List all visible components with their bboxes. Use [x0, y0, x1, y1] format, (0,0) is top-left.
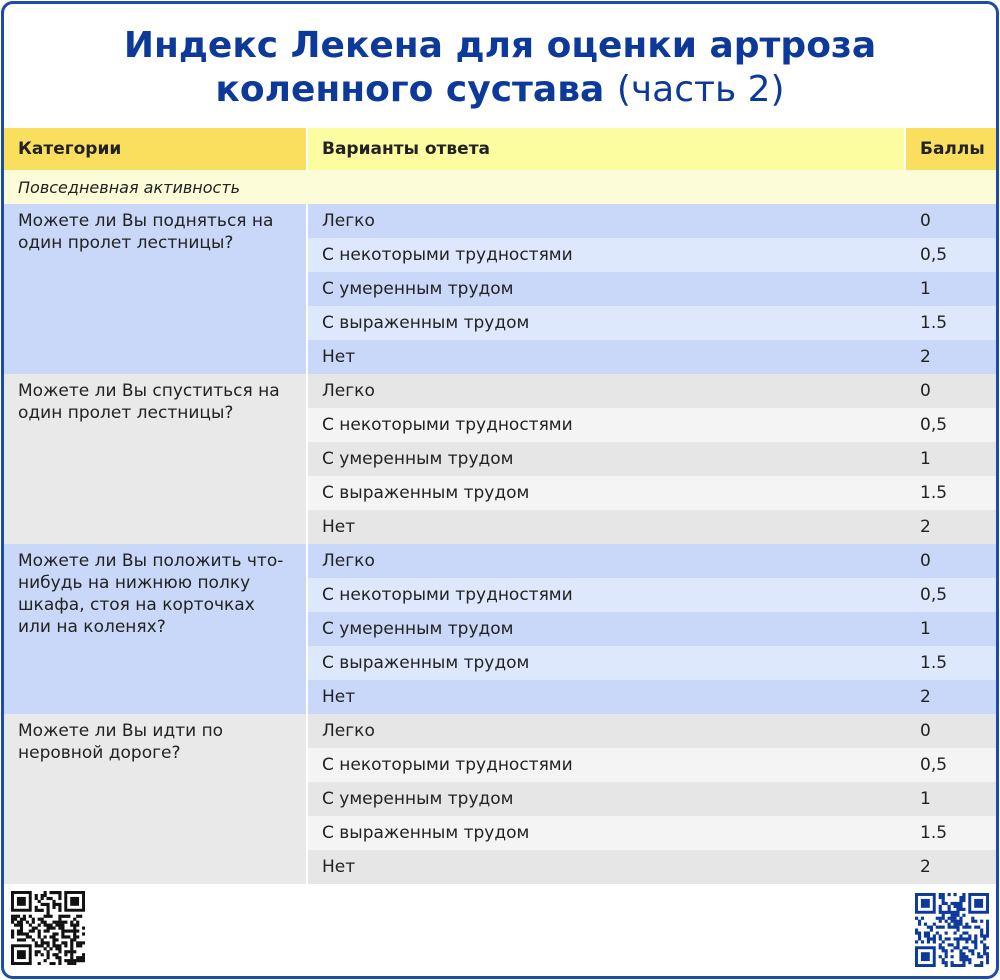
title-line-2-bold: коленного сустава	[215, 69, 605, 110]
answer-points: 0	[920, 381, 931, 401]
answer-row	[308, 204, 996, 238]
header-categories: Категории	[4, 128, 306, 170]
answer-row	[308, 578, 996, 612]
answer-points: 2	[920, 857, 931, 877]
answer-points: 2	[920, 347, 931, 367]
answer-option: С выраженным трудом	[322, 653, 530, 673]
qr-code-icon[interactable]	[915, 893, 989, 967]
answer-points: 0,5	[920, 755, 948, 775]
answer-row	[308, 510, 996, 544]
qr-code-icon[interactable]	[11, 891, 85, 965]
answer-points: 1.5	[920, 823, 948, 843]
index-card	[1, 1, 999, 979]
question-cell: Можете ли Вы спуститься на один пролет лестницы?	[4, 374, 306, 544]
answer-row	[308, 544, 996, 578]
page-title	[4, 24, 996, 112]
answer-points: 1.5	[920, 483, 948, 503]
answer-points: 0,5	[920, 415, 948, 435]
answer-points: 0,5	[920, 245, 948, 265]
answer-points: 1	[920, 619, 931, 639]
answer-option: Нет	[322, 517, 356, 537]
answer-points: 1.5	[920, 313, 948, 333]
answer-row	[308, 306, 996, 340]
header-points: Баллы	[906, 128, 996, 170]
section-daily-activity: Повседневная активность	[4, 170, 996, 204]
question-group	[4, 374, 996, 544]
answer-option: Легко	[322, 211, 375, 231]
answer-option: Нет	[322, 347, 356, 367]
answer-option: С некоторыми трудностями	[322, 755, 573, 775]
answer-points: 0	[920, 211, 931, 231]
answer-option: С умеренным трудом	[322, 789, 514, 809]
title-line-1: Индекс Лекена для оценки артроза	[123, 25, 877, 66]
title-part-label: (часть 2)	[616, 69, 785, 110]
answer-option: С выраженным трудом	[322, 483, 530, 503]
answer-row	[308, 748, 996, 782]
answer-row	[308, 374, 996, 408]
answer-row	[308, 238, 996, 272]
answer-option: С умеренным трудом	[322, 449, 514, 469]
answer-option: С выраженным трудом	[322, 823, 530, 843]
answer-row	[308, 680, 996, 714]
answer-row	[308, 714, 996, 748]
title-line-2	[4, 68, 996, 112]
answer-option: С выраженным трудом	[322, 313, 530, 333]
answer-points: 0	[920, 551, 931, 571]
answer-option: С некоторыми трудностями	[322, 245, 573, 265]
answer-row	[308, 782, 996, 816]
question-group	[4, 714, 996, 884]
answer-row	[308, 442, 996, 476]
answer-points: 0,5	[920, 585, 948, 605]
answer-option: С некоторыми трудностями	[322, 585, 573, 605]
answer-points: 1	[920, 449, 931, 469]
answer-option: Легко	[322, 721, 375, 741]
answer-row	[308, 408, 996, 442]
answer-points: 0	[920, 721, 931, 741]
question-cell: Можете ли Вы подняться на один пролет лестницы?	[4, 204, 306, 374]
question-cell: Можете ли Вы положить что-нибудь на нижнюю полку шкафа, стоя на корточках или на коленях?	[4, 544, 306, 714]
answer-row	[308, 272, 996, 306]
answer-option: С некоторыми трудностями	[322, 415, 573, 435]
answer-option: С умеренным трудом	[322, 279, 514, 299]
answer-points: 1	[920, 789, 931, 809]
answer-points: 2	[920, 517, 931, 537]
answer-points: 2	[920, 687, 931, 707]
question-group	[4, 544, 996, 714]
question-group	[4, 204, 996, 374]
answer-option: Легко	[322, 551, 375, 571]
answer-points: 1	[920, 279, 931, 299]
answer-row	[308, 612, 996, 646]
answer-row	[308, 340, 996, 374]
answer-row	[308, 850, 996, 884]
header-answer-options: Варианты ответа	[308, 128, 904, 170]
answer-option: С умеренным трудом	[322, 619, 514, 639]
answer-row	[308, 816, 996, 850]
answer-option: Легко	[322, 381, 375, 401]
answer-option: Нет	[322, 687, 356, 707]
answer-row	[308, 646, 996, 680]
answer-row	[308, 476, 996, 510]
answer-option: Нет	[322, 857, 356, 877]
question-cell: Можете ли Вы идти по неровной дороге?	[4, 714, 306, 884]
answer-points: 1.5	[920, 653, 948, 673]
